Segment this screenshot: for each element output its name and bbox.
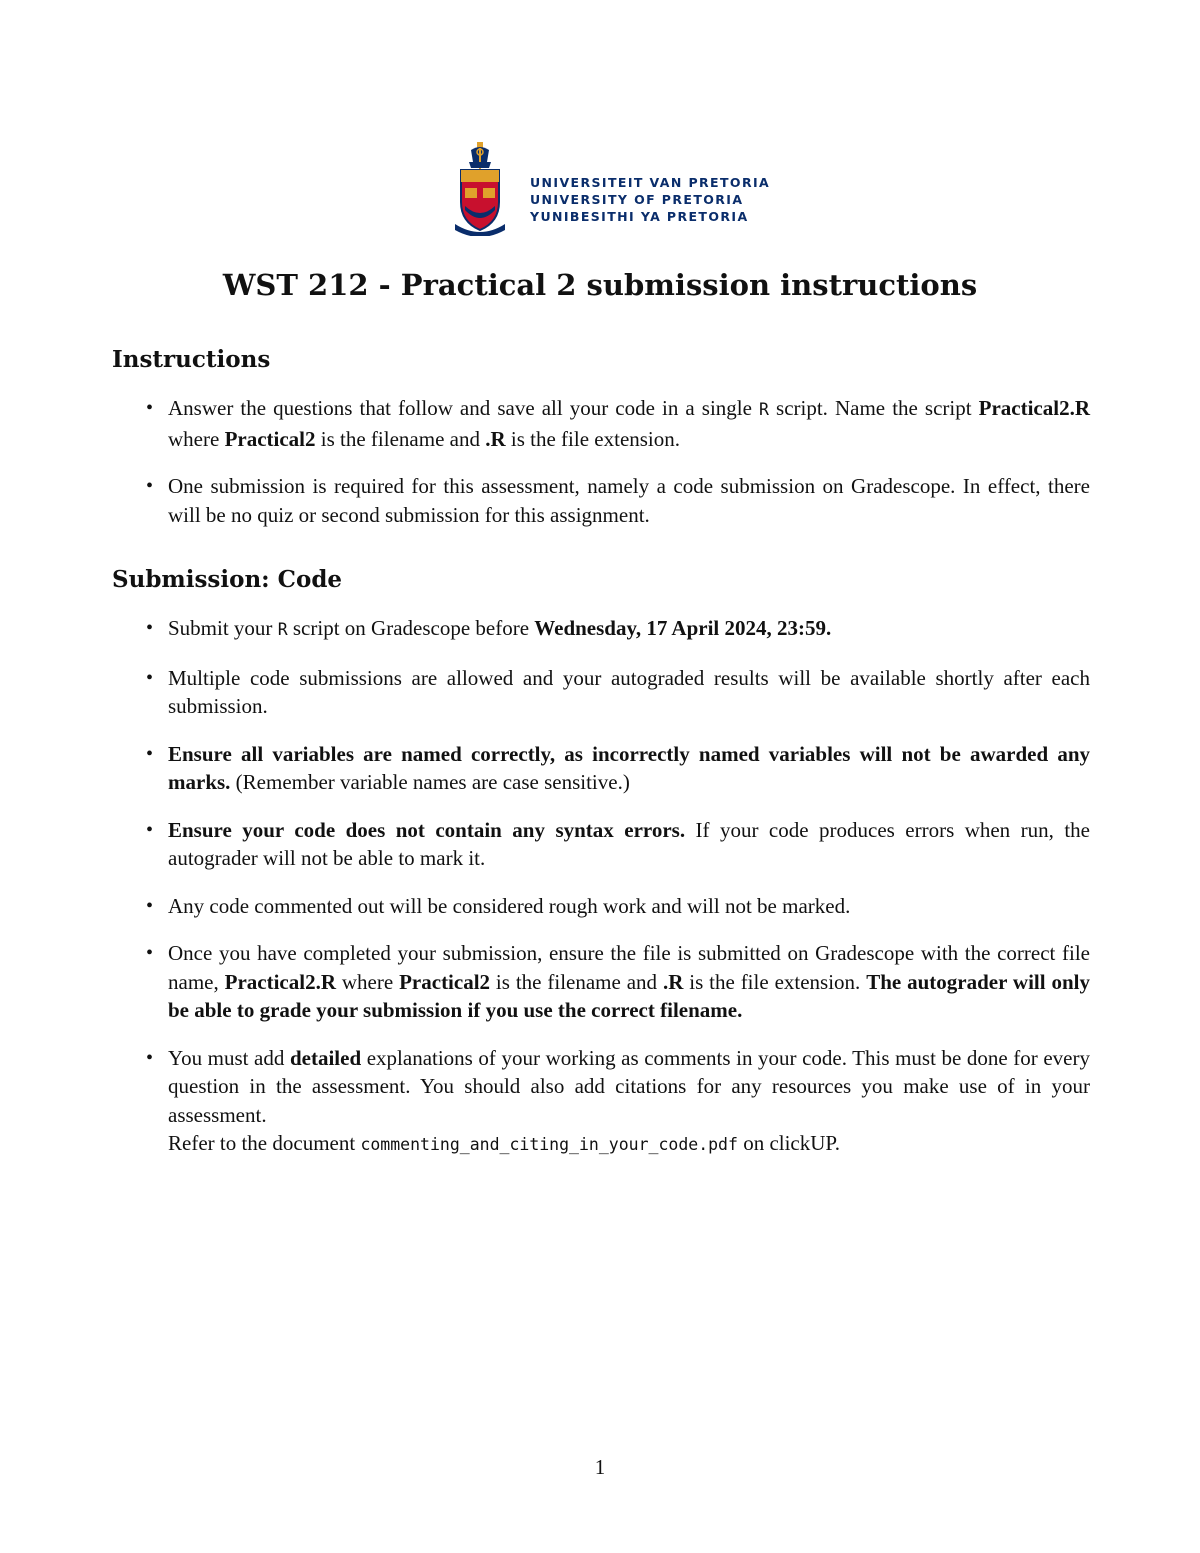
university-crest-icon [455, 140, 505, 236]
list-item: • Ensure all variables are named correctly, as incorrectly named variables will not be awarded any marks. (Remember variable names are case sensitive.) [140, 740, 1090, 797]
list-item: • Answer the questions that follow and save all your code in a single R script. Name the script Practical2.R where Practical2 is the filename and .R is the file extension. [140, 394, 1090, 453]
list-item: • You must add detailed explanations of your working as comments in your code. This must be done for every question in the assessment. You should also add citations for any resources you make use of in your assessment. Refer to the document commenting_and_citing_in_your_code.pdf on clickUP. [140, 1044, 1090, 1160]
list-item: • One submission is required for this assessment, namely a code submission on Gradescope. In effect, there will be no quiz or second submission for this assignment. [140, 472, 1090, 529]
university-name-lines [530, 174, 770, 225]
document-title: WST 212 - Practical 2 submission instructions [222, 268, 978, 302]
university-logo [455, 140, 771, 236]
submission-code-heading: Submission: Code [112, 566, 343, 593]
logo-line-afrikaans: UNIVERSITEIT VAN PRETORIA [530, 175, 771, 190]
instructions-list [140, 394, 1090, 548]
instructions-heading: Instructions [112, 346, 271, 373]
logo-line-sepedi: YUNIBESITHI YA PRETORIA [530, 209, 749, 224]
list-item: • Any code commented out will be considered rough work and will not be marked. [140, 892, 1090, 921]
list-item: • Submit your R script on Gradescope before Wednesday, 17 April 2024, 23:59. [140, 614, 1090, 645]
list-item: • Multiple code submissions are allowed and your autograded results will be available shortly after each submission. [140, 664, 1090, 721]
referenced-document-filename: commenting_and_citing_in_your_code.pdf [360, 1135, 738, 1154]
list-item: • Ensure your code does not contain any syntax errors. If your code produces errors when run, the autograder will not be able to mark it. [140, 816, 1090, 873]
submission-list [140, 614, 1090, 1179]
logo-line-english: UNIVERSITY OF PRETORIA [530, 192, 744, 207]
page-number: 1 [594, 1455, 606, 1479]
list-item: • Once you have completed your submission, ensure the file is submitted on Gradescope with the correct file name, Practical2.R where Practical2 is the filename and .R is the file extension. The autograder will only be able to grade your submission if you use the correct filename. [140, 939, 1090, 1025]
